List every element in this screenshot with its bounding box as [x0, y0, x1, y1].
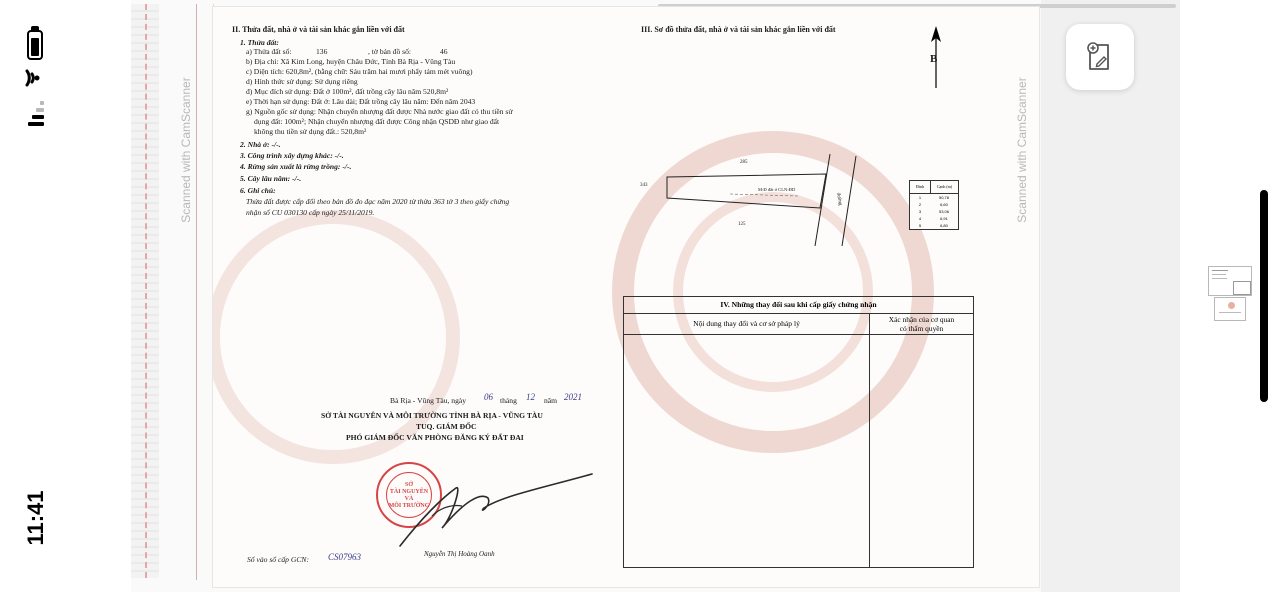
seal-text-line-3: VÀ [404, 496, 414, 502]
coordinate-table [909, 180, 959, 230]
issue-month: 12 [526, 392, 535, 402]
address: b) Địa chỉ: Xã Kim Long, huyện Châu Đức, Tỉnh Bà Rịa - Vũng Tàu [246, 57, 456, 66]
seal-text-line-1: SỞ [404, 482, 413, 488]
coordinate-table-header [910, 181, 958, 194]
construction-line: 3. Công trình xây dựng khác: -/-. [240, 151, 344, 160]
page-thumbnail-2[interactable] [1214, 297, 1246, 321]
handwritten-signature [392, 458, 602, 558]
camscanner-watermark-left: Scanned with CamScanner [179, 77, 193, 223]
status-bar [0, 0, 75, 592]
table-cell: 3 [918, 209, 922, 214]
issue-day: 06 [484, 392, 493, 402]
table-cell: 5 [918, 223, 922, 228]
seal-text-line-2: TÀI NGUYÊN [389, 489, 429, 495]
dimension-top: 285 [740, 160, 748, 165]
column-divider [869, 335, 870, 567]
battery-icon [27, 30, 43, 60]
issue-date-prefix: Bà Rịa - Vũng Tàu, ngày [390, 396, 467, 405]
table-cell: 2 [918, 202, 922, 207]
land-heading: 1. Thửa đất: [240, 38, 279, 47]
issue-year: 2021 [564, 392, 582, 402]
table-head-vertex: Đỉnh [910, 181, 931, 193]
dimension-bottom: 125 [738, 222, 746, 227]
parcel-number: 136 [316, 47, 328, 56]
edit-button[interactable] [1066, 24, 1134, 90]
area: c) Diện tích: 620,8m², (bằng chữ: Sáu trăm hai mươi phẩy tám mét vuông) [246, 67, 473, 76]
coordinate-table-body [910, 194, 958, 229]
status-time: 11:41 [23, 490, 48, 546]
confirmation-label-line-1: Xác nhận của cơ quan [888, 315, 955, 324]
table-cell: 4 [918, 216, 922, 221]
confirmation-label-line-2: có thẩm quyền [899, 324, 944, 333]
table-cell: 6,91 [940, 216, 948, 221]
signer-name: Nguyễn Thị Hoàng Oanh [424, 550, 495, 558]
issue-year-label: năm [544, 396, 558, 405]
changes-table [623, 296, 974, 568]
issue-month-label: tháng [500, 396, 517, 405]
registry-number: CS07963 [328, 552, 362, 562]
page-thumbnail-1[interactable] [1208, 266, 1252, 296]
table-head-edge: Cạnh (m) [936, 184, 953, 189]
viewer-toolbar [75, 0, 130, 592]
cellular-signal-icon [26, 100, 46, 128]
term: e) Thời hạn sử dụng: Đất ở: Lâu dài; Đất trồng cây lâu năm: Đến năm 2043 [246, 97, 476, 106]
table-row [910, 194, 958, 201]
registry-label: Số vào sổ cấp GCN: [247, 555, 310, 564]
table-cell: 50,78 [938, 195, 949, 200]
section-2-heading: II. Thửa đất, nhà ở và tài sản khác gắn liền với đất [232, 25, 405, 34]
forest-line: 4. Rừng sản xuất là rừng trồng: -/-. [240, 162, 352, 171]
purpose: đ) Mục đích sử dụng: Đất ở 100m², đất trồng cây lâu năm 520,8m² [246, 87, 449, 96]
table-cell: 1 [918, 195, 922, 200]
road-label: đường [835, 192, 843, 206]
map-number-label: , tờ bản đồ số: [368, 47, 412, 56]
table-cell: 6,80 [940, 223, 948, 228]
map-number: 46 [440, 47, 448, 56]
perennial-line: 5. Cây lâu năm: -/-. [240, 174, 302, 183]
table-cell: 6,60 [940, 202, 948, 207]
origin-line-2: dụng đất: 100m²; Nhận chuyển nhượng đất được Công nhận QSDĐ như giao đất [254, 117, 500, 126]
changes-column-confirmation [870, 313, 973, 335]
seal-text-line-4: MÔI TRƯỜNG [388, 503, 430, 509]
vertical-scroll-handle[interactable] [1260, 190, 1268, 402]
table-row [910, 201, 958, 208]
north-label: B [930, 53, 938, 65]
dimension-left: 343 [640, 183, 648, 188]
issuing-organization: SỞ TÀI NGUYÊN VÀ MÔI TRƯỜNG TỈNH BÀ RỊA - VŨNG TÀU [321, 411, 543, 420]
table-cell: 53,06 [938, 209, 949, 214]
edit-document-icon [1086, 41, 1114, 73]
table-row [910, 215, 958, 222]
signer-title-1: TUQ. GIÁM ĐỐC [416, 422, 477, 431]
section-3-heading: III. Sơ đồ thửa đất, nhà ở và tài sản khác gắn liền với đất [641, 25, 836, 34]
changes-column-content: Nội dung thay đổi và cơ sở pháp lý [624, 313, 870, 335]
section-4-heading: IV. Những thay đổi sau khi cấp giấy chứng nhận [624, 297, 973, 314]
origin-line-1: g) Nguồn gốc sử dụng: Nhận chuyển nhượng đất được Nhà nước giao đất có thu tiền sử [246, 107, 513, 116]
table-row [910, 222, 958, 229]
wifi-icon [23, 66, 47, 90]
origin-line-3: không thu tiền sử dụng đất.: 520,8m² [254, 127, 367, 136]
notes-line-2: nhận số CU 030130 cấp ngày 25/11/2019. [246, 208, 375, 217]
notes-line-1: Thửa đất được cấp đổi theo bản đồ đo đạc năm 2020 từ thửa 363 tờ 3 theo giấy chứng [246, 197, 510, 206]
signer-title-2: PHÓ GIÁM ĐỐC VĂN PHÒNG ĐĂNG KÝ ĐẤT ĐAI [346, 433, 524, 442]
house-line: 2. Nhà ở: -/-. [240, 140, 281, 149]
notes-heading: 6. Ghi chú: [240, 186, 276, 195]
table-row [910, 208, 958, 215]
scan-edge [131, 4, 159, 578]
parcel-number-label: a) Thửa đất số: [246, 47, 292, 56]
camscanner-watermark-right: Scanned with CamScanner [1015, 77, 1029, 223]
usage-form: d) Hình thức sử dụng: Sử dụng riêng [246, 77, 358, 86]
parcel-label: M:Đ đất ở CLN:ĐD [758, 187, 796, 192]
